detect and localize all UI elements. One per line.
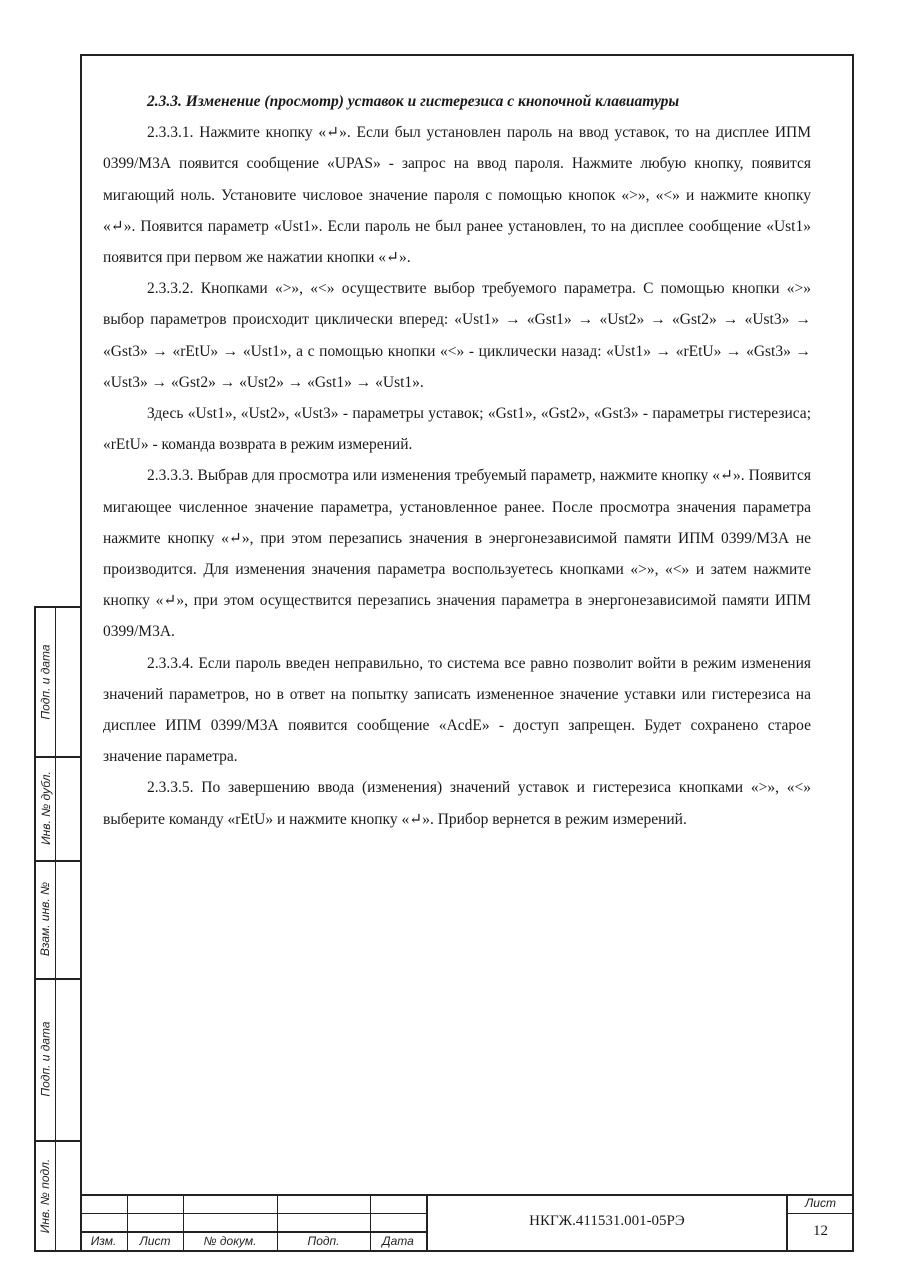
sheet-label: Лист xyxy=(805,1196,836,1210)
paragraph: Здесь «Ust1», «Ust2», «Ust3» - параметры уставок; «Gst1», «Gst2», «Gst3» - параметры гистерезиса; «rEtU» - команда возврата в режим измерений. xyxy=(103,405,811,454)
side-label-sign-date: Подп. и дата xyxy=(38,644,53,720)
paragraph: 2.3.3.2. Кнопками «>», «<» осуществите выбор требуемого параметра. С помощью кнопки «>» выбор параметров происходит циклически вперед: «Ust1» → «Gst1» → «Ust2» → «Gst2» → «Ust3» → «Gst3» → «rEtU» → «Ust1», а с помощью кнопки «<» - циклически назад: «Ust1» → «rEtU» → «Gst3» → «Ust3» → «Gst2» → «Ust2» → «Gst1» → «Ust1». xyxy=(103,280,811,391)
col-label-doc-no: № докум. xyxy=(203,1234,257,1248)
col-label-sheet: Лист xyxy=(139,1234,171,1248)
side-label-dup-inv: Инв. № дубл. xyxy=(38,771,53,845)
col-label-signature: Подп. xyxy=(307,1234,340,1248)
side-label-sign-date-2: Подп. и дата xyxy=(38,1021,53,1097)
side-label-replace-inv: Взам. инв. № xyxy=(38,881,53,957)
side-stamp xyxy=(34,606,80,1252)
side-label-orig-inv: Инв. № подл. xyxy=(38,1158,53,1234)
col-label-date: Дата xyxy=(382,1234,414,1248)
col-label-change: Изм. xyxy=(90,1234,117,1248)
document-number: НКГЖ.411531.001-05РЭ xyxy=(529,1213,685,1229)
section-heading: 2.3.3. Изменение (просмотр) уставок и гистерезиса с кнопочной клавиатуры xyxy=(147,93,680,110)
sheet-number: 12 xyxy=(813,1223,828,1239)
document-body xyxy=(103,86,811,835)
paragraph: 2.3.3.5. По завершению ввода (изменения) значений уставок и гистерезиса кнопками «>», «<» выберите команду «rEtU» и нажмите кнопку «↵». Прибор вернется в режим измерений. xyxy=(103,779,811,828)
paragraph: 2.3.3.3. Выбрав для просмотра или изменения требуемый параметр, нажмите кнопку «↵». Появится мигающее численное значение параметра, установленное ранее. После просмотра значения параметра нажмите кнопку «↵», при этом перезапись значения в энергонезависимой памяти ИПМ 0399/М3А не производится. Для изменения значения параметра воспользуетесь кнопками «>», «<» и затем нажмите кнопку «↵», при этом осуществится перезапись значения параметра в энергонезависимой памяти ИПМ 0399/М3А. xyxy=(103,467,811,641)
title-block xyxy=(80,1194,854,1252)
paragraph: 2.3.3.1. Нажмите кнопку «↵». Если был установлен пароль на ввод уставок, то на дисплее ИПМ 0399/М3А появится сообщение «UPAS» - запрос на ввод пароля. Нажмите любую кнопку, появится мигающий ноль. Установите числовое значение пароля с помощью кнопок «>», «<» и нажмите кнопку «↵». Появится параметр «Ust1». Если пароль не был ранее установлен, то на дисплее сообщение «Ust1» появится при первом же нажатии кнопки «↵». xyxy=(103,124,811,267)
paragraph: 2.3.3.4. Если пароль введен неправильно, то система все равно позволит войти в режим изменения значений параметров, но в ответ на попытку записать измененное значение уставки или гистерезиса на дисплее ИПМ 0399/М3А появится сообщение «AcdE» - доступ запрещен. Будет сохранено старое значение параметра. xyxy=(103,654,811,766)
